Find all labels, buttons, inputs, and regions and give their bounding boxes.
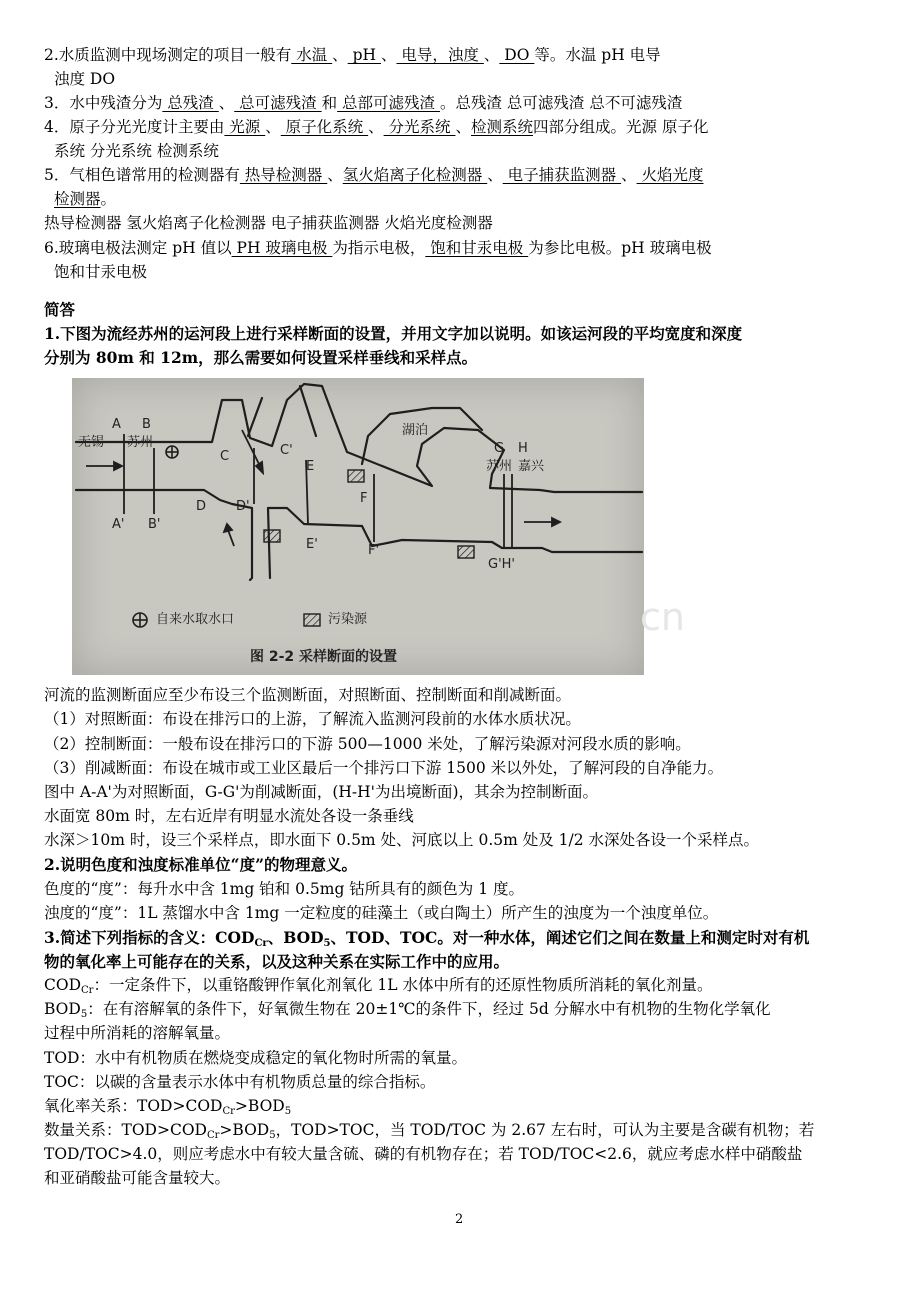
tributary-c: [248, 386, 316, 436]
sampling-section-figure: [72, 378, 644, 675]
lower-bank: [76, 490, 642, 580]
sep: 、: [327, 166, 343, 184]
label-a-prime: A': [112, 517, 125, 532]
legend-pollution-icon: [304, 614, 320, 626]
q1-title-line1: 1.下图为流经苏州的运河段上进行采样断面的设置，并用文字加以说明。如该运河段的平均宽度和深度: [44, 324, 743, 343]
q5-answer-2: 氢火焰离子化检测器: [342, 166, 488, 184]
q2-answer-4: DO: [499, 46, 535, 64]
fill-q2-line1: [44, 44, 884, 68]
q6-mid: 为指示电极，: [332, 239, 426, 257]
label-suzhou-left: 苏州: [127, 435, 154, 450]
figure-caption: 图 2-2 采样断面的设置: [250, 649, 398, 665]
sep: 和: [321, 94, 338, 112]
q3-toc-definition: TOC：以碳的含量表示水体中有机物质总量的综合指标。: [44, 1073, 436, 1091]
label-g: G: [494, 441, 505, 456]
q2-title: 2.说明色度和浊度标准单位“度”的物理意义。: [44, 855, 358, 874]
q3-answer-3: 总部可滤残渣: [337, 94, 440, 112]
section-title: 简答: [44, 300, 76, 319]
label-jiaxing: 嘉兴: [518, 459, 545, 474]
intake-icon: [166, 446, 178, 458]
q5-answer-4: 火焰光度: [636, 166, 704, 184]
label-c: C: [220, 449, 230, 464]
label-f-prime: F': [368, 543, 380, 558]
q3-answer-1: 总残渣: [162, 94, 219, 112]
page-number: 2: [455, 1212, 464, 1227]
q6-answer-2: 饱和甘汞电极: [425, 239, 529, 257]
fill-q5-line1: [44, 164, 884, 188]
sep: 、: [455, 118, 471, 136]
sep: 、: [332, 46, 348, 64]
label-e-prime: E': [306, 537, 318, 552]
q3-quantity-line3: 和亚硝酸盐可能含量较大。: [44, 1169, 231, 1187]
fill-q3-line1: [44, 92, 884, 116]
q6-suffix: 为参比电极。pH 玻璃电极: [528, 239, 712, 257]
q2-answer-1: 水温: [291, 46, 333, 64]
label-wuxi: 无锡: [78, 435, 105, 450]
fill-q4-line2: 系统 分光系统 检测系统: [54, 142, 219, 160]
q5-line2-suffix: 。: [100, 190, 117, 208]
sep: 、: [380, 46, 397, 64]
sep: 、: [368, 118, 384, 136]
q3-oxidation-rate: 氧化率关系：$TOD>COD_{Cr}>BOD_5$: [44, 1097, 292, 1117]
q4-answer-4: 检测系统: [471, 118, 534, 136]
q3-cod-definition: $COD_{Cr}$：一定条件下，以重铬酸钾作氧化剂氧化 1L 水体中所有的还原性物质所消耗的氧化剂量。: [44, 976, 713, 996]
q3-quantity-line1: 数量关系：$TOD>COD_{Cr}>BOD_5$，TOD>TOC，当 TOD/TOC 为 2.67 左右时，可认为主要是含碳有机物；若: [44, 1121, 815, 1141]
q3-title-line1: 3.简述下列指标的含义：$COD_{Cr}$、$BOD_5$、TOD、TOC。对一种水体，阐述它们之间在数量上和测定时对有机: [44, 928, 810, 949]
q6-prefix: 6.玻璃电极法测定 pH 值以: [44, 239, 232, 257]
q3-title-line2: 物的氧化率上可能存在的关系，以及这种关系在实际工作中的应用。: [44, 952, 510, 971]
fill-q2-line2: 浊度 DO: [54, 70, 116, 88]
q1-answer-0: 河流的监测断面应至少布设三个监测断面，对照断面、控制断面和削减断面。: [44, 686, 572, 704]
label-g-prime-h-prime: G'H': [488, 557, 515, 572]
legend-pollution-label: 污染源: [328, 612, 368, 627]
fill-q5-line3: 热导检测器 氢火焰离子化检测器 电子捕获监测器 火焰光度检测器: [44, 214, 493, 232]
label-b-prime: B': [148, 517, 161, 532]
label-a: A: [112, 417, 121, 432]
q5-answer-1: 热导检测器: [239, 166, 328, 184]
q2-turbidity-answer: 浊度的“度”：1L 蒸馏水中含 1mg 一定粒度的硅藻土（或白陶土）所产生的浊度为一个浊度单位。: [44, 904, 719, 922]
q6-answer-1: PH 玻璃电极: [231, 239, 333, 257]
label-d: D: [196, 499, 207, 514]
sep: 、: [265, 118, 281, 136]
label-lake: 湖泊: [402, 423, 429, 438]
label-c-prime: C': [280, 443, 293, 458]
q3-bod-definition-cont: 过程中所消耗的溶解氧量。: [44, 1024, 231, 1042]
q3-bod-definition: $BOD_5$：在有溶解氧的条件下，好氧微生物在 20±1℃的条件下，经过 5d 分解水中有机物的生物化学氧化: [44, 1000, 771, 1020]
q1-answer-4: 图中 A-A'为对照断面，G-G'为削减断面，(H-H'为出境断面)，其余为控制断面。: [44, 783, 598, 801]
q2-prefix: 2.水质监测中现场测定的项目一般有: [44, 46, 292, 64]
label-h: H: [518, 441, 528, 456]
label-f: F: [360, 491, 368, 506]
q1-title-line2: 分别为 80m 和 12m，那么需要如何设置采样垂线和采样点。: [44, 348, 478, 367]
q4-answer-2: 原子化系统: [280, 118, 369, 136]
legend-intake-icon: [133, 613, 147, 627]
q2-suffix: 等。水温 pH 电导: [534, 46, 661, 64]
fill-q6-line1: [44, 237, 884, 261]
q4-prefix: 4．原子分光光度计主要由: [44, 118, 225, 136]
label-e: E: [306, 459, 315, 474]
q2-answer-2: pH: [347, 46, 381, 64]
q3-prefix: 3．水中残渣分为: [44, 94, 163, 112]
q2-answer-3: 电导，浊度: [396, 46, 484, 64]
q1-answer-6: 水深＞10m 时，设三个采样点，即水面下 0.5m 处、河底以上 0.5m 处及 1/2 水深处各设一个采样点。: [44, 831, 760, 849]
q4-answer-1: 光源: [224, 118, 266, 136]
q5-answer-3: 电子捕获监测器: [502, 166, 622, 184]
q3-answer-2: 总可滤残渣: [234, 94, 322, 112]
q1-answer-5: 水面宽 80m 时，左右近岸有明显水流处各设一条垂线: [44, 807, 414, 825]
q5-prefix: 5．气相色谱常用的检测器有: [44, 166, 240, 184]
sep: 、: [483, 46, 500, 64]
q3-quantity-line2: TOD/TOC>4.0，则应考虑水中有较大量含硫、磷的有机物存在；若 TOD/TOC<2.6，就应考虑水样中硝酸盐: [44, 1145, 803, 1163]
q4-suffix: 四部分组成。光源 原子化: [533, 118, 709, 136]
q1-answer-3: （3）削减断面：布设在城市或工业区最后一个排污口下游 1500 米以外处，了解河段的自净能力。: [44, 759, 724, 777]
label-suzhou-right: 苏州: [486, 459, 513, 474]
sep: 、: [218, 94, 235, 112]
sep: 、: [621, 166, 637, 184]
label-d-prime: D': [236, 499, 250, 514]
q3-suffix: 。总残渣 总可滤残渣 总不可滤残渣: [439, 94, 683, 112]
q3-tod-definition: TOD：水中有机物质在燃烧变成稳定的氧化物时所需的氧量。: [44, 1049, 467, 1067]
q1-answer-1: （1）对照断面：布设在排污口的上游，了解流入监测河段前的水体水质状况。: [44, 710, 581, 728]
legend-intake-label: 自来水取水口: [156, 612, 235, 627]
label-b: B: [142, 417, 151, 432]
fill-q5-line2: [54, 188, 894, 212]
q5-answer-4-cont: 检测器: [54, 190, 101, 208]
watermark: cn: [640, 595, 685, 639]
q2-color-answer: 色度的“度”：每升水中含 1mg 铂和 0.5mg 钴所具有的颜色为 1 度。: [44, 880, 525, 898]
q1-answer-2: （2）控制断面：一般布设在排污口的下游 500—1000 米处，了解污染源对河段水质的影响。: [44, 735, 691, 753]
q4-answer-3: 分光系统: [383, 118, 456, 136]
fill-q4-line1: [44, 116, 884, 140]
fill-q6-line2: 饱和甘汞电极: [54, 263, 148, 281]
sep: 、: [487, 166, 503, 184]
